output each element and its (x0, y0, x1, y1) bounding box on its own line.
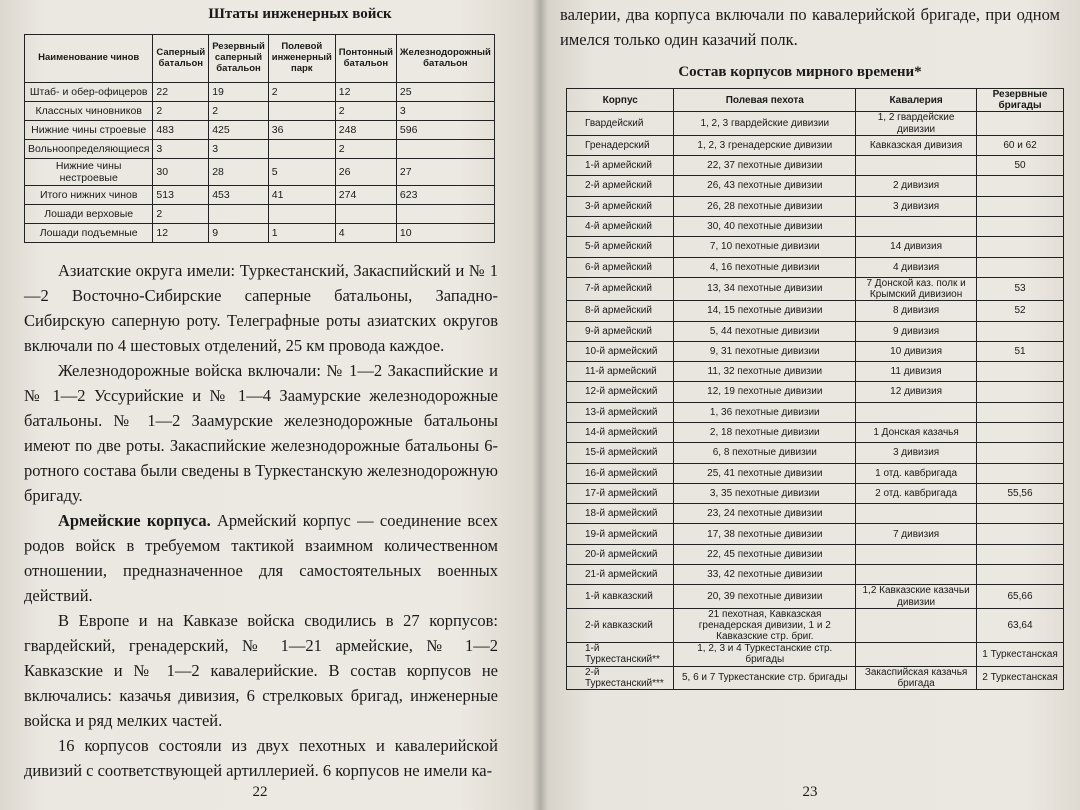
table-cell: 2 Туркестанская (977, 666, 1064, 689)
table-cell: 1, 2 гвардейские дивизии (856, 112, 977, 135)
table-cell: 55,56 (977, 483, 1064, 503)
table-cell: 21 пехотная, Кавказская гренадерская дивизии, 1 и 2 Кавказские стр. бриг. (674, 608, 856, 643)
table-cell: 1, 2, 3 гвардейские дивизии (674, 112, 856, 135)
table-row (25, 186, 495, 205)
table-cell (856, 402, 977, 422)
table-cell: Кавказская дивизия (856, 135, 977, 155)
table-cell (335, 205, 396, 224)
table-row (25, 224, 495, 243)
table-row (567, 112, 1064, 135)
table-header-row (25, 35, 495, 83)
table-cell: 1 Туркестанская (977, 643, 1064, 666)
row-label-cell: 7-й армейский (567, 277, 674, 300)
table-cell: 453 (209, 186, 269, 205)
engineer-staff-table (24, 34, 495, 243)
table-cell: 30, 40 пехотные дивизии (674, 216, 856, 236)
row-label-cell: Гвардейский (567, 112, 674, 135)
column-header: Полевая пехота (674, 89, 856, 112)
row-label-cell: 20-й армейский (567, 544, 674, 564)
row-label-cell: 16-й армейский (567, 463, 674, 483)
row-label-cell: 2-й армейский (567, 176, 674, 196)
table-row (567, 301, 1064, 321)
army-corps-text: Армейский корпус — соединение всех родов войск в требуемом тактикой взаимном количественном отношении, предназначенное для самостоятельных военных действий. (24, 511, 498, 605)
table-cell: 2 (153, 205, 209, 224)
left-body-text (24, 258, 498, 783)
table-cell: 1 Донская казачья (856, 422, 977, 442)
table-cell: 2 отд. кавбригада (856, 483, 977, 503)
row-label-cell: 1-й армейский (567, 156, 674, 176)
paragraph-europe: В Европе и на Кавказе войска сводились в 27 корпусов: гвардейский, гренадерский, № 1—21 армейские, № 1—2 Кавказские и № 1—2 кавалерийские. В состав корпусов не включались: казачья дивизия, 6 стрелковых бригад, инженерные войска и ряд мелких частей. (24, 611, 498, 730)
army-corps-heading: Армейские корпуса. (58, 511, 211, 530)
table-cell: 2 дивизия (856, 176, 977, 196)
table-cell: Закаспийская казачья бригада (856, 666, 977, 689)
table-row (567, 277, 1064, 300)
table-cell: 4 (335, 224, 396, 243)
table-row (25, 159, 495, 186)
table-cell: 2 (268, 83, 335, 102)
table-cell: 3, 35 пехотные дивизии (674, 483, 856, 503)
table-cell: 8 дивизия (856, 301, 977, 321)
table-cell: 12 (153, 224, 209, 243)
table-cell (977, 382, 1064, 402)
table-cell: 1, 2, 3 гренадерские дивизии (674, 135, 856, 155)
table-cell (856, 565, 977, 585)
table-row (567, 504, 1064, 524)
row-label-cell: 13-й армейский (567, 402, 674, 422)
engineer-table-title: Штаты инженерных войск (208, 6, 392, 22)
table-cell: 22, 37 пехотные дивизии (674, 156, 856, 176)
table-cell: 248 (335, 121, 396, 140)
table-cell: 1 отд. кавбригада (856, 463, 977, 483)
row-label-cell: 19-й армейский (567, 524, 674, 544)
table-cell: 26 (335, 159, 396, 186)
table-cell (977, 422, 1064, 442)
table-cell: 483 (153, 121, 209, 140)
table-cell: 2 (209, 102, 269, 121)
table-cell: 7, 10 пехотные дивизии (674, 237, 856, 257)
row-label-cell: Нижние чины нестроевые (25, 159, 153, 186)
table-cell: 513 (153, 186, 209, 205)
row-label-cell: 15-й армейский (567, 443, 674, 463)
table-row (567, 608, 1064, 643)
table-row (567, 216, 1064, 236)
table-cell: 2, 18 пехотные дивизии (674, 422, 856, 442)
page-number-right: 23 (802, 784, 818, 800)
table-row (567, 135, 1064, 155)
row-label-cell: 10-й армейский (567, 341, 674, 361)
table-cell: 274 (335, 186, 396, 205)
table-cell: 5, 44 пехотные дивизии (674, 321, 856, 341)
table-cell: 1, 36 пехотные дивизии (674, 402, 856, 422)
table-cell: 3 (209, 140, 269, 159)
table-cell: 19 (209, 83, 269, 102)
table-cell (268, 102, 335, 121)
table-cell: 6, 8 пехотные дивизии (674, 443, 856, 463)
table-cell (977, 362, 1064, 382)
table-cell (977, 443, 1064, 463)
table-cell: 25 (396, 83, 494, 102)
table-row (25, 83, 495, 102)
table-cell: 2 (335, 140, 396, 159)
table-row (25, 140, 495, 159)
row-label-cell: Штаб- и обер-офицеров (25, 83, 153, 102)
table-cell (856, 156, 977, 176)
table-row (567, 643, 1064, 666)
table-row (567, 402, 1064, 422)
row-label-cell: 17-й армейский (567, 483, 674, 503)
table-cell: 26, 28 пехотные дивизии (674, 196, 856, 216)
table-row (567, 176, 1064, 196)
table-cell: 12 дивизия (856, 382, 977, 402)
paragraph-asian-districts: Азиатские округа имели: Туркестанский, Закаспийский и № 1—2 Восточно-Сибирские саперные батальоны, Западно-Сибирскую саперную роту. Телеграфные роты азиатских округов включали по 4 шестовых отделений, 25 км провода каждое. (24, 261, 498, 355)
row-label-cell: Нижние чины строевые (25, 121, 153, 140)
table-cell: 2 (335, 102, 396, 121)
table-cell: 5 (268, 159, 335, 186)
table-row (567, 666, 1064, 689)
column-header: Кавалерия (856, 89, 977, 112)
table-row (567, 422, 1064, 442)
table-cell (977, 463, 1064, 483)
table-cell: 22 (153, 83, 209, 102)
table-cell: 27 (396, 159, 494, 186)
table-row (25, 205, 495, 224)
table-cell: 23, 24 пехотные дивизии (674, 504, 856, 524)
row-label-cell: 14-й армейский (567, 422, 674, 442)
table-cell (977, 237, 1064, 257)
table-cell (856, 216, 977, 236)
column-header: Саперный батальон (153, 35, 209, 83)
table-cell (977, 112, 1064, 135)
table-cell: 36 (268, 121, 335, 140)
row-label-cell: 2-й кавказский (567, 608, 674, 643)
row-label-cell: 21-й армейский (567, 565, 674, 585)
table-row (567, 382, 1064, 402)
table-cell: 65,66 (977, 585, 1064, 608)
table-row (567, 483, 1064, 503)
table-cell: 9 дивизия (856, 321, 977, 341)
table-cell: 52 (977, 301, 1064, 321)
table-cell (977, 524, 1064, 544)
table-cell: 1,2 Кавказские казачьи дивизии (856, 585, 977, 608)
table-cell (977, 216, 1064, 236)
table-cell (268, 205, 335, 224)
table-cell: 20, 39 пехотные дивизии (674, 585, 856, 608)
table-cell: 63,64 (977, 608, 1064, 643)
paragraph-army-corps (24, 508, 498, 608)
table-cell (856, 608, 977, 643)
row-label-cell: 9-й армейский (567, 321, 674, 341)
table-cell: 14 дивизия (856, 237, 977, 257)
row-label-cell: 3-й армейский (567, 196, 674, 216)
table-cell: 1 (268, 224, 335, 243)
row-label-cell: Вольноопределяющиеся (25, 140, 153, 159)
row-label-cell: Классных чиновников (25, 102, 153, 121)
table-row (567, 362, 1064, 382)
table-cell: 50 (977, 156, 1064, 176)
table-cell (977, 565, 1064, 585)
table-cell (977, 321, 1064, 341)
table-cell: 17, 38 пехотные дивизии (674, 524, 856, 544)
table-cell: 33, 42 пехотные дивизии (674, 565, 856, 585)
table-cell (856, 504, 977, 524)
table-cell: 14, 15 пехотные дивизии (674, 301, 856, 321)
row-label-cell: 1-й Туркестанский** (567, 643, 674, 666)
table-row (25, 102, 495, 121)
row-label-cell: 5-й армейский (567, 237, 674, 257)
table-cell (977, 257, 1064, 277)
row-label-cell: 11-й армейский (567, 362, 674, 382)
table-cell: 12, 19 пехотные дивизии (674, 382, 856, 402)
table-cell (856, 643, 977, 666)
row-label-cell: 12-й армейский (567, 382, 674, 402)
column-header: Полевой инженерный парк (268, 35, 335, 83)
paragraph-16-corps: 16 корпусов состояли из двух пехотных и кавалерийской дивизий с соответствующей артиллерией. 6 корпусов не имели ка- (24, 736, 498, 780)
row-label-cell: Лошади верховые (25, 205, 153, 224)
table-cell: 11, 32 пехотные дивизии (674, 362, 856, 382)
table-cell: 51 (977, 341, 1064, 361)
table-cell: 7 Донской каз. полк и Крымский дивизион (856, 277, 977, 300)
table-row (567, 341, 1064, 361)
table-cell: 41 (268, 186, 335, 205)
table-cell: 13, 34 пехотные дивизии (674, 277, 856, 300)
column-header: Железнодорожный батальон (396, 35, 494, 83)
table-cell: 623 (396, 186, 494, 205)
table-cell: 2 (153, 102, 209, 121)
column-header: Наименование чинов (25, 35, 153, 83)
row-label-cell: 6-й армейский (567, 257, 674, 277)
table-cell (396, 140, 494, 159)
table-cell (977, 504, 1064, 524)
right-top-text: валерии, два корпуса включали по кавалерийской бригаде, при одном имелся только один казачий полк. (560, 5, 1060, 49)
table-cell: 10 (396, 224, 494, 243)
table-cell: 1, 2, 3 и 4 Туркестанские стр. бригады (674, 643, 856, 666)
table-cell (977, 402, 1064, 422)
table-cell: 4, 16 пехотные дивизии (674, 257, 856, 277)
table-row (567, 257, 1064, 277)
table-cell: 12 (335, 83, 396, 102)
table-cell: 596 (396, 121, 494, 140)
table-cell: 5, 6 и 7 Туркестанские стр. бригады (674, 666, 856, 689)
table-row (567, 585, 1064, 608)
table-row (567, 524, 1064, 544)
page-number-left: 22 (252, 784, 268, 800)
table-cell: 30 (153, 159, 209, 186)
table-cell (268, 140, 335, 159)
table-row (567, 156, 1064, 176)
table-cell: 3 (396, 102, 494, 121)
row-label-cell: Гренадерский (567, 135, 674, 155)
corps-table (566, 88, 1064, 690)
table-cell: 3 дивизия (856, 196, 977, 216)
row-label-cell: Лошади подъемные (25, 224, 153, 243)
table-row (567, 544, 1064, 564)
row-label-cell: 1-й кавказский (567, 585, 674, 608)
table-cell: 4 дивизия (856, 257, 977, 277)
paragraph-railway-troops: Железнодорожные войска включали: № 1—2 Закаспийские и № 1—2 Уссурийские и № 1—4 Заамурские железнодорожные батальоны. № 1—2 Заамурские железнодорожные батальоны имеют по две роты. Закаспийские железнодорожные батальоны 6-ротного состава были сведены в Туркестанскую железнодорожную бригаду. (24, 361, 498, 505)
table-cell: 11 дивизия (856, 362, 977, 382)
table-cell (209, 205, 269, 224)
table-cell: 26, 43 пехотные дивизии (674, 176, 856, 196)
table-row (25, 121, 495, 140)
table-row (567, 443, 1064, 463)
table-cell: 10 дивизия (856, 341, 977, 361)
table-cell (856, 544, 977, 564)
column-header: Корпус (567, 89, 674, 112)
table-row (567, 463, 1064, 483)
table-row (567, 237, 1064, 257)
table-cell (977, 196, 1064, 216)
table-cell: 22, 45 пехотные дивизии (674, 544, 856, 564)
table-cell (977, 544, 1064, 564)
table-cell: 9, 31 пехотные дивизии (674, 341, 856, 361)
table-cell: 425 (209, 121, 269, 140)
table-cell: 53 (977, 277, 1064, 300)
table-row (567, 321, 1064, 341)
table-cell: 3 (153, 140, 209, 159)
table-cell (977, 176, 1064, 196)
row-label-cell: 4-й армейский (567, 216, 674, 236)
table-cell: 60 и 62 (977, 135, 1064, 155)
row-label-cell: 2-й Туркестанский*** (567, 666, 674, 689)
column-header: Понтонный батальон (335, 35, 396, 83)
column-header: Резервные бригады (977, 89, 1064, 112)
table-cell: 25, 41 пехотные дивизии (674, 463, 856, 483)
table-cell: 9 (209, 224, 269, 243)
table-row (567, 565, 1064, 585)
column-header: Резервный саперный батальон (209, 35, 269, 83)
table-header-row (567, 89, 1064, 112)
table-cell: 7 дивизия (856, 524, 977, 544)
table-cell: 3 дивизия (856, 443, 977, 463)
row-label-cell: Итого нижних чинов (25, 186, 153, 205)
table-row (567, 196, 1064, 216)
row-label-cell: 18-й армейский (567, 504, 674, 524)
row-label-cell: 8-й армейский (567, 301, 674, 321)
table-cell (396, 205, 494, 224)
corps-table-title: Состав корпусов мирного времени* (678, 64, 922, 80)
table-cell: 28 (209, 159, 269, 186)
